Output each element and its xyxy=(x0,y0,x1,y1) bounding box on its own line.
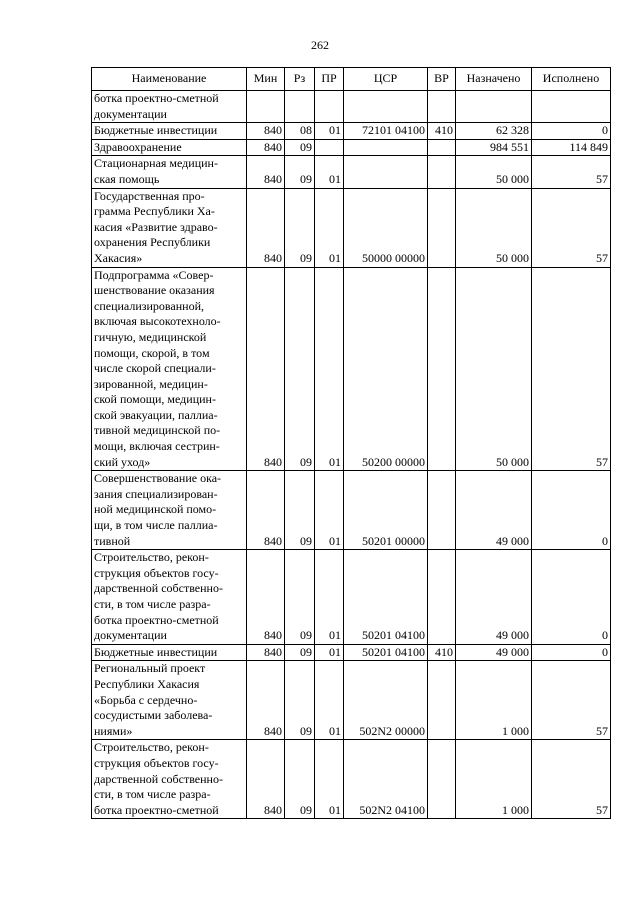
cell-name: ботка проектно-сметной документации xyxy=(92,91,247,123)
cell-assigned: 1 000 xyxy=(456,661,532,740)
cell-vr xyxy=(428,471,456,550)
cell-name: Бюджетные инвестиции xyxy=(92,123,247,140)
cell-min: 840 xyxy=(247,123,285,140)
cell-min: 840 xyxy=(247,471,285,550)
cell-executed: 0 xyxy=(532,471,611,550)
cell-rz: 09 xyxy=(285,661,315,740)
table-row xyxy=(92,188,611,267)
table-row xyxy=(92,123,611,140)
cell-assigned: 62 328 xyxy=(456,123,532,140)
cell-name: Совершенствование ока- зания специализирован- ной медицинской помо- щи, в том числе паллиа- тивной xyxy=(92,471,247,550)
cell-csr: 502N2 04100 xyxy=(344,740,428,819)
cell-executed: 0 xyxy=(532,550,611,645)
cell-min: 840 xyxy=(247,188,285,267)
cell-name: Государственная про- грамма Республики Ха- касия «Развитие здраво- охранения Республики Хакасия» xyxy=(92,188,247,267)
table-row xyxy=(92,644,611,661)
cell-vr: 410 xyxy=(428,644,456,661)
cell-min: 840 xyxy=(247,740,285,819)
cell-name: Здравоохранение xyxy=(92,139,247,156)
cell-min: 840 xyxy=(247,661,285,740)
cell-pr: 01 xyxy=(315,740,344,819)
table-row xyxy=(92,267,611,471)
cell-csr: 50200 00000 xyxy=(344,267,428,471)
cell-assigned: 49 000 xyxy=(456,644,532,661)
cell-csr: 502N2 00000 xyxy=(344,661,428,740)
cell-vr xyxy=(428,661,456,740)
cell-csr: 50201 04100 xyxy=(344,550,428,645)
cell-assigned: 49 000 xyxy=(456,550,532,645)
cell-csr: 50201 00000 xyxy=(344,471,428,550)
header-rz: Рз xyxy=(285,68,315,91)
table-row xyxy=(92,139,611,156)
cell-min: 840 xyxy=(247,139,285,156)
cell-csr xyxy=(344,156,428,188)
cell-executed xyxy=(532,91,611,123)
header-min: Мин xyxy=(247,68,285,91)
cell-min: 840 xyxy=(247,644,285,661)
cell-csr xyxy=(344,139,428,156)
cell-name: Бюджетные инвестиции xyxy=(92,644,247,661)
cell-pr: 01 xyxy=(315,123,344,140)
header-pr: ПР xyxy=(315,68,344,91)
cell-rz: 08 xyxy=(285,123,315,140)
cell-pr xyxy=(315,91,344,123)
cell-executed: 57 xyxy=(532,740,611,819)
cell-executed: 57 xyxy=(532,156,611,188)
cell-pr: 01 xyxy=(315,471,344,550)
cell-vr xyxy=(428,139,456,156)
header-name: Наименование xyxy=(92,68,247,91)
page-number: 262 xyxy=(311,38,329,52)
cell-assigned: 50 000 xyxy=(456,156,532,188)
cell-executed: 114 849 xyxy=(532,139,611,156)
header-executed: Исполнено xyxy=(532,68,611,91)
table-row xyxy=(92,156,611,188)
cell-rz: 09 xyxy=(285,471,315,550)
table-row xyxy=(92,550,611,645)
cell-rz: 09 xyxy=(285,550,315,645)
header-csr: ЦСР xyxy=(344,68,428,91)
cell-pr: 01 xyxy=(315,644,344,661)
cell-rz: 09 xyxy=(285,139,315,156)
cell-rz: 09 xyxy=(285,644,315,661)
cell-vr xyxy=(428,156,456,188)
cell-executed: 0 xyxy=(532,123,611,140)
cell-rz: 09 xyxy=(285,188,315,267)
cell-csr xyxy=(344,91,428,123)
budget-table xyxy=(91,67,611,819)
cell-name: Региональный проект Республики Хакасия «Борьба с сердечно- сосудистыми заболева- ниями» xyxy=(92,661,247,740)
cell-vr xyxy=(428,740,456,819)
cell-name: Подпрограмма «Совер- шенствование оказания специализированной, включая высокотехноло- гичную, медицинской помощи, скорой, в том числе скорой специали- зированной, медицин- ской помощи, медицин- ской эвакуации, паллиа- тивной медицинской по- мощи, включая сестрин- ский уход» xyxy=(92,267,247,471)
cell-csr: 50201 04100 xyxy=(344,644,428,661)
header-assigned: Назначено xyxy=(456,68,532,91)
cell-pr: 01 xyxy=(315,550,344,645)
cell-executed: 0 xyxy=(532,644,611,661)
cell-min xyxy=(247,91,285,123)
cell-rz: 09 xyxy=(285,156,315,188)
cell-pr xyxy=(315,139,344,156)
cell-name: Строительство, рекон- струкция объектов госу- дарственной собственно- сти, в том числе разра- ботка проектно-сметной документации xyxy=(92,550,247,645)
cell-rz xyxy=(285,91,315,123)
cell-executed: 57 xyxy=(532,661,611,740)
cell-min: 840 xyxy=(247,550,285,645)
header-vr: ВР xyxy=(428,68,456,91)
cell-executed: 57 xyxy=(532,267,611,471)
cell-pr: 01 xyxy=(315,661,344,740)
cell-pr: 01 xyxy=(315,156,344,188)
cell-vr xyxy=(428,91,456,123)
cell-pr: 01 xyxy=(315,188,344,267)
cell-min: 840 xyxy=(247,156,285,188)
cell-rz: 09 xyxy=(285,267,315,471)
table-row xyxy=(92,91,611,123)
table-header-row xyxy=(92,68,611,91)
cell-assigned xyxy=(456,91,532,123)
cell-pr: 01 xyxy=(315,267,344,471)
cell-assigned: 50 000 xyxy=(456,188,532,267)
cell-assigned: 50 000 xyxy=(456,267,532,471)
table-row xyxy=(92,740,611,819)
cell-rz: 09 xyxy=(285,740,315,819)
cell-vr xyxy=(428,267,456,471)
cell-name: Стационарная медицин- ская помощь xyxy=(92,156,247,188)
cell-min: 840 xyxy=(247,267,285,471)
cell-vr xyxy=(428,550,456,645)
table-row xyxy=(92,661,611,740)
cell-assigned: 49 000 xyxy=(456,471,532,550)
cell-assigned: 1 000 xyxy=(456,740,532,819)
cell-name: Строительство, рекон- струкция объектов госу- дарственной собственно- сти, в том числе разра- ботка проектно-сметной xyxy=(92,740,247,819)
cell-assigned: 984 551 xyxy=(456,139,532,156)
cell-vr xyxy=(428,188,456,267)
cell-csr: 72101 04100 xyxy=(344,123,428,140)
cell-csr: 50000 00000 xyxy=(344,188,428,267)
table-row xyxy=(92,471,611,550)
cell-vr: 410 xyxy=(428,123,456,140)
cell-executed: 57 xyxy=(532,188,611,267)
